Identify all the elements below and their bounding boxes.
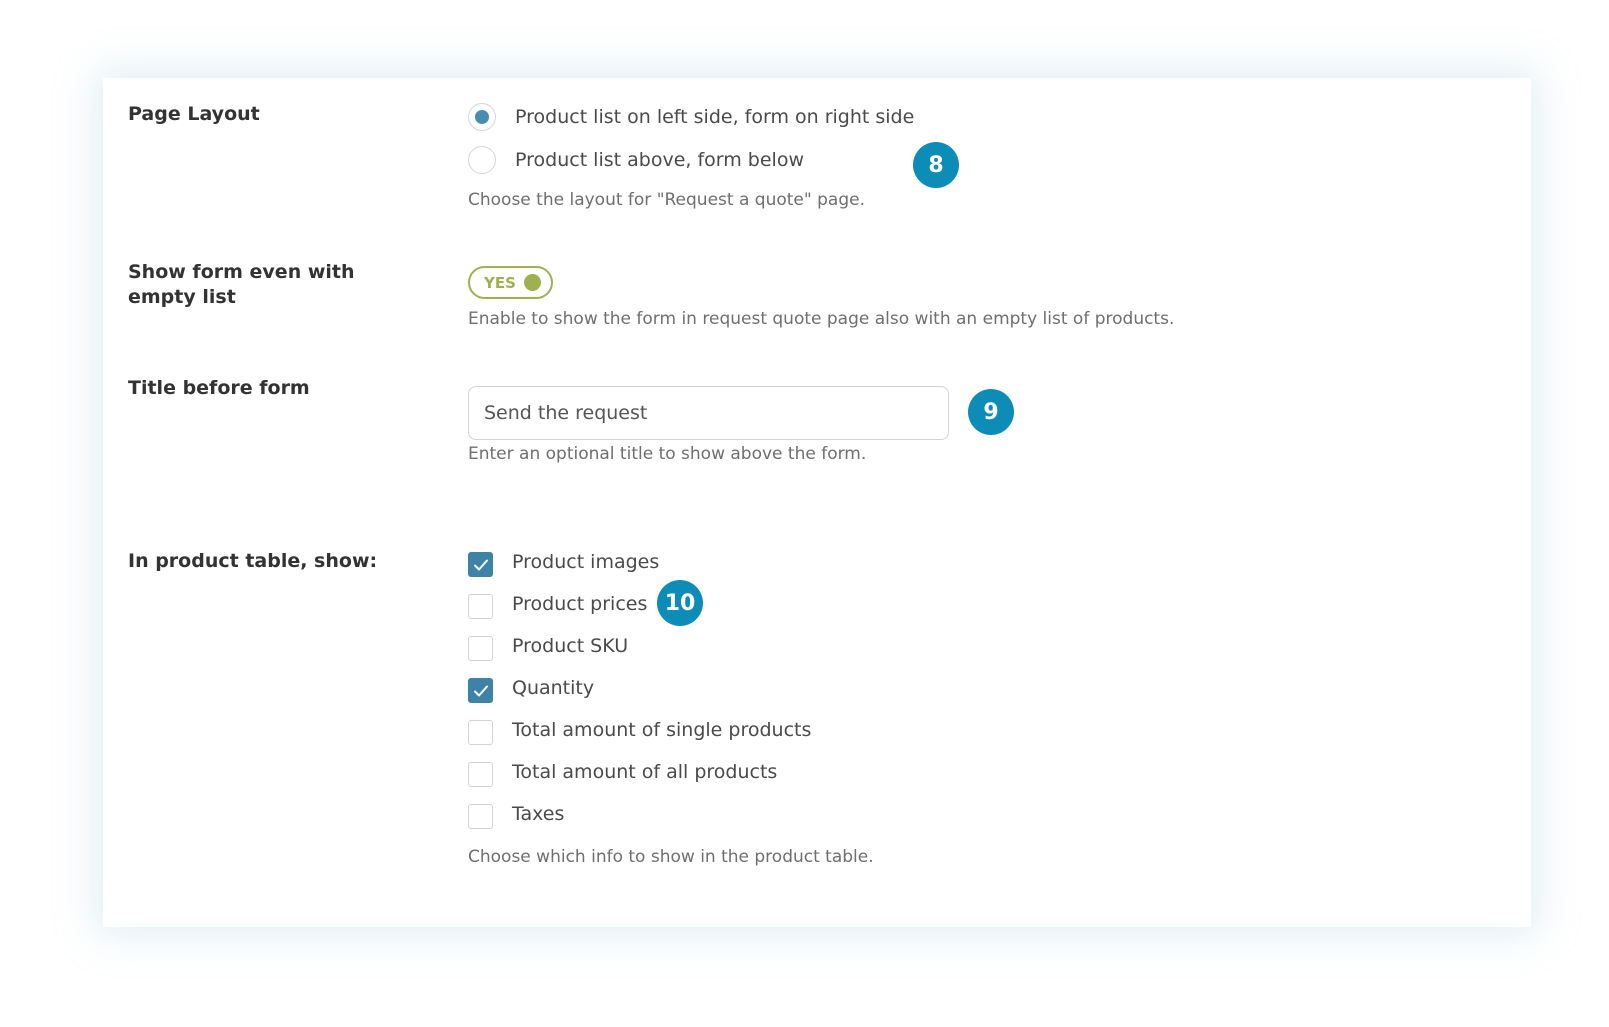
checkbox-taxes[interactable] [468, 804, 493, 829]
checkbox-total-all-products[interactable] [468, 762, 493, 787]
settings-panel [103, 78, 1531, 927]
checkbox-label-taxes[interactable]: Taxes [512, 803, 565, 825]
step-badge-10: 10 [657, 580, 703, 626]
title-before-form-input[interactable] [468, 386, 949, 440]
checkbox-product-prices[interactable] [468, 594, 493, 619]
check-icon [473, 557, 489, 573]
radio-layout-left-right[interactable] [468, 103, 496, 131]
radio-layout-above-below[interactable] [468, 146, 496, 174]
show-form-description: Enable to show the form in request quote page also with an empty list of products. [468, 309, 1175, 329]
page-layout-label: Page Layout [128, 103, 260, 125]
checkbox-quantity[interactable] [468, 678, 493, 703]
radio-label-layout-left-right[interactable]: Product list on left side, form on right side [515, 106, 915, 128]
title-before-form-label: Title before form [128, 377, 310, 399]
show-form-toggle[interactable] [468, 266, 553, 299]
radio-label-layout-above-below[interactable]: Product list above, form below [515, 149, 804, 171]
checkbox-product-images[interactable] [468, 552, 493, 577]
step-badge-8: 8 [913, 142, 959, 188]
toggle-knob [524, 274, 541, 291]
checkbox-label-product-sku[interactable]: Product SKU [512, 635, 629, 657]
title-before-form-description: Enter an optional title to show above the form. [468, 444, 867, 464]
page-layout-description: Choose the layout for "Request a quote" page. [468, 190, 865, 210]
product-table-description: Choose which info to show in the product table. [468, 847, 874, 867]
checkbox-label-total-single-products[interactable]: Total amount of single products [512, 719, 812, 741]
show-form-label: Show form even with empty list [128, 261, 355, 308]
step-badge-9: 9 [968, 389, 1014, 435]
checkbox-label-quantity[interactable]: Quantity [512, 677, 595, 699]
checkbox-product-sku[interactable] [468, 636, 493, 661]
check-icon [473, 683, 489, 699]
checkbox-label-product-prices[interactable]: Product prices [512, 593, 648, 615]
toggle-yes-label: YES [484, 274, 516, 292]
checkbox-label-product-images[interactable]: Product images [512, 551, 660, 573]
product-table-label: In product table, show: [128, 550, 378, 572]
checkbox-total-single-products[interactable] [468, 720, 493, 745]
checkbox-label-total-all-products[interactable]: Total amount of all products [512, 761, 778, 783]
